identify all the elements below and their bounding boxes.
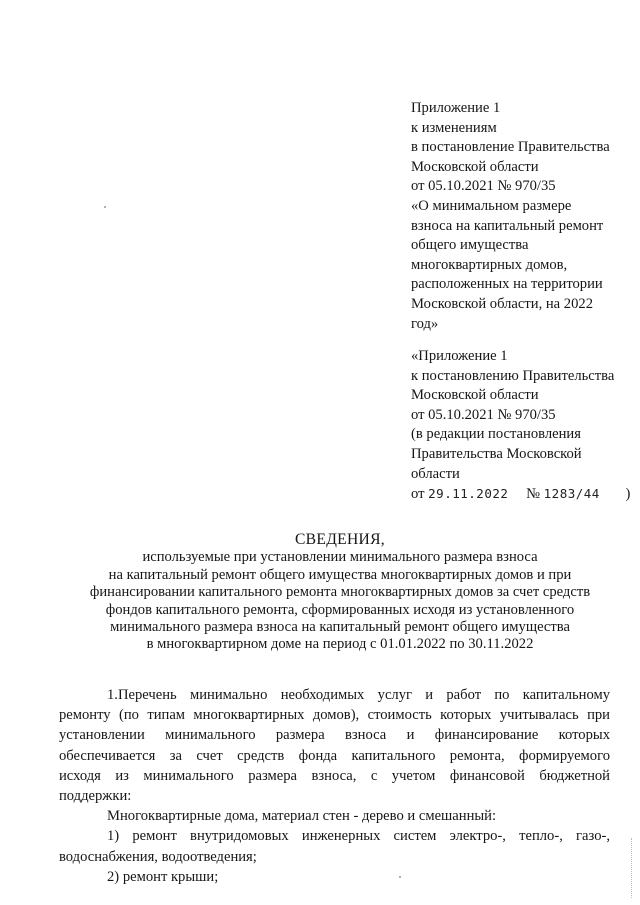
heading-line: в многоквартирном доме на период с 01.01.2022 по 30.11.2022 — [146, 636, 534, 653]
resolution-signature-line — [411, 484, 633, 505]
appendix-line: к постановлению Правительства — [411, 367, 615, 384]
scan-speck — [399, 876, 401, 878]
appendix-line: Приложение 1 — [411, 100, 501, 116]
heading-line: фондов капитального ремонта, сформированных исходя из установленного — [105, 601, 575, 618]
appendix-header-resolution — [411, 347, 633, 505]
list-item-line: водоснабжения, водоотведения; — [59, 848, 257, 865]
appendix-line: Московской области — [411, 158, 539, 175]
appendix-line: в постановление Правительства — [411, 139, 610, 156]
paragraph-1 — [59, 685, 610, 806]
scan-margin-mark — [631, 838, 634, 898]
closing-paren: ) — [625, 486, 631, 503]
paragraph-line: установлении минимального размера взноса и финансирование которых — [59, 727, 610, 744]
list-item-1 — [59, 826, 610, 866]
appendix-line: от 05.10.2021 № 970/35 — [411, 178, 556, 195]
number-sign: № — [526, 486, 540, 503]
paragraph-line: обеспечивается за счет средств фонда капитального ремонта, формируемого — [59, 747, 610, 764]
heading-line: финансировании капитального ремонта многоквартирных домов за счет средств — [89, 584, 591, 601]
heading-line: используемые при установлении минимального размера взноса — [142, 549, 538, 566]
scan-speck — [104, 206, 106, 208]
heading-title: СВЕДЕНИЯ, — [294, 531, 385, 548]
paragraph-line: 1.Перечень минимально необходимых услуг и работ по капитальному — [107, 687, 610, 703]
appendix-line: Московской области, на 2022 — [411, 295, 593, 312]
handwritten-date: 29.11.2022 — [428, 486, 509, 502]
list-marker: 2) — [107, 868, 120, 885]
appendix-line: расположенных на территории — [411, 276, 603, 293]
document-heading — [70, 531, 610, 654]
list-item-line: 1) ремонт внутридомовых инженерных систем электро-, тепло-, газо-, — [107, 828, 610, 845]
paragraph-line: ремонту (по типам многоквартирных домов), стоимость которых учитывалась при — [59, 707, 610, 724]
paragraph-number: 1. — [107, 687, 118, 703]
sig-prefix: от — [411, 486, 425, 503]
list-item-2 — [59, 867, 610, 887]
paragraph-line: исходя из минимального размера взноса, с учетом финансовой бюджетной — [59, 767, 610, 784]
appendix-line: (в редакции постановления — [411, 426, 581, 443]
appendix-line: многоквартирных домов, — [411, 256, 568, 273]
appendix-line: Правительства Московской — [411, 445, 582, 462]
appendix-line: области — [411, 465, 460, 482]
list-marker: 1) — [107, 828, 120, 845]
appendix-line: общего имущества — [411, 237, 529, 254]
appendix-line: взноса на капитальный ремонт — [411, 217, 604, 234]
appendix-line: «Приложение 1 — [411, 348, 508, 364]
document-body — [59, 685, 610, 887]
list-item-text: ремонт крыши; — [122, 868, 219, 885]
appendix-line: «О минимальном размере — [411, 197, 572, 214]
appendix-line: Московской области — [411, 387, 539, 404]
appendix-line: год» — [411, 315, 439, 332]
heading-line: минимального размера взноса на капитальный ремонт общего имущества — [110, 619, 570, 636]
appendix-line: к изменениям — [411, 119, 497, 136]
appendix-header-amendment — [411, 99, 633, 334]
heading-line: на капитальный ремонт общего имущества многоквартирных домов и при — [108, 566, 572, 583]
handwritten-resolution-number: 1283/44 — [543, 486, 600, 502]
paragraph-line: поддержки: — [59, 788, 132, 805]
paragraph-2: Многоквартирные дома, материал стен - дерево и смешанный: — [107, 808, 497, 825]
appendix-line: от 05.10.2021 № 970/35 — [411, 406, 556, 423]
